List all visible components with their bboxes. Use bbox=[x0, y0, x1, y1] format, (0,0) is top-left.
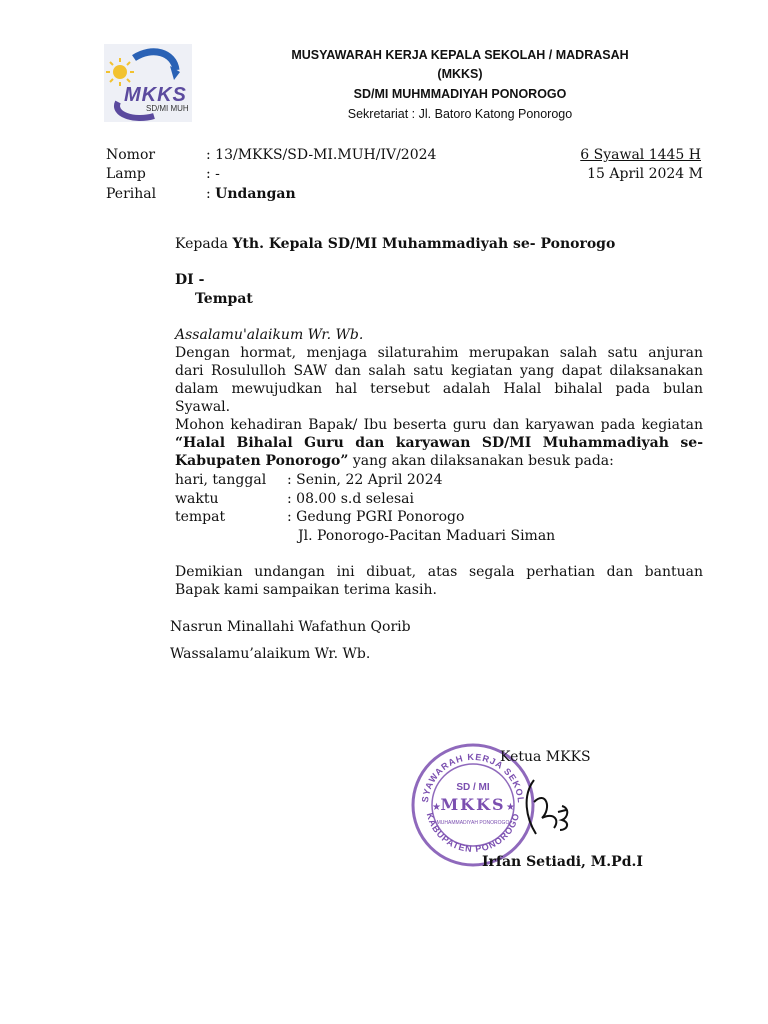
logo-subtext: SD/MI MUH bbox=[146, 104, 189, 113]
perihal-separator: : bbox=[206, 186, 216, 202]
svg-text:MKKS: MKKS bbox=[440, 795, 506, 814]
p1-line1: Dengan hormat, menjaga silaturahim merupakan salah satu anjuran bbox=[175, 345, 703, 361]
detail-value-place: : Gedung PGRI Ponorogo bbox=[287, 509, 465, 525]
svg-text:SD / MI: SD / MI bbox=[456, 782, 490, 793]
perihal-value bbox=[206, 185, 296, 203]
svg-text:★: ★ bbox=[506, 802, 515, 813]
nasrun-text: Nasrun Minallahi Wafathun Qorib bbox=[170, 619, 411, 635]
tempat-label: Tempat bbox=[195, 291, 253, 307]
header-line1: MUSYAWARAH KERJA KEPALA SEKOLAH / MADRASAH bbox=[291, 48, 629, 62]
p2-line3-rest: yang akan dilaksanakan besuk pada: bbox=[348, 453, 614, 469]
lamp-value: : - bbox=[206, 166, 220, 182]
detail-label-date: hari, tanggal bbox=[175, 472, 267, 488]
detail-address: Jl. Ponorogo-Pacitan Maduari Siman bbox=[298, 528, 556, 544]
stamp-top-text: SYAWARAH KERJA SEKOL bbox=[419, 751, 527, 804]
lamp-label: Lamp bbox=[106, 166, 146, 182]
p2-line2: “Halal Bihalal Guru dan karyawan SD/MI Muhammadiyah se- bbox=[175, 435, 703, 451]
signature-role: Ketua MKKS bbox=[500, 749, 591, 765]
nomor-label: Nomor bbox=[106, 147, 156, 163]
stamp-bottom-text: KABUPATEN PONOROGO bbox=[424, 811, 522, 855]
detail-value-date: : Senin, 22 April 2024 bbox=[287, 472, 443, 488]
salam-opening: Assalamu'alaikum Wr. Wb. bbox=[175, 327, 364, 343]
date-masehi: 15 April 2024 M bbox=[587, 166, 703, 182]
p1-line2: dari Rosululloh SAW dan salah satu kegiatan yang dapat dilaksanakan bbox=[175, 363, 703, 379]
p1-last: Syawal. bbox=[175, 399, 231, 415]
date-hijri: 6 Syawal 1445 H bbox=[580, 147, 701, 163]
signature-name: Irfan Setiadi, M.Pd.I bbox=[482, 854, 643, 870]
event-name-end: Kabupaten Ponorogo” bbox=[175, 453, 349, 469]
nomor-value: : 13/MKKS/SD-MI.MUH/IV/2024 bbox=[206, 147, 437, 163]
p2-line3 bbox=[175, 452, 614, 470]
signature-scribble bbox=[512, 772, 582, 842]
perihal-label: Perihal bbox=[106, 186, 157, 202]
detail-value-time: : 08.00 s.d selesai bbox=[287, 491, 414, 507]
perihal-text: Undangan bbox=[215, 186, 296, 202]
header-line3: SD/MI MUHMMADIYAH PONOROGO bbox=[353, 87, 567, 101]
svg-text:MUHAMMADIYAH PONOROGO: MUHAMMADIYAH PONOROGO bbox=[436, 820, 510, 826]
wassalam-text: Wassalamu’alaikum Wr. Wb. bbox=[170, 646, 371, 662]
p2-line1: Mohon kehadiran Bapak/ Ibu beserta guru dan karyawan pada kegiatan bbox=[175, 417, 703, 433]
closing-line1: Demikian undangan ini dibuat, atas segala perhatian dan bantuan bbox=[175, 564, 703, 580]
kepada-label: Kepada bbox=[175, 236, 233, 252]
logo-text: MKKS bbox=[124, 84, 187, 106]
svg-text:★: ★ bbox=[432, 802, 441, 813]
recipient-line bbox=[175, 235, 615, 253]
closing-line2: Bapak kami sampaikan terima kasih. bbox=[175, 582, 437, 598]
recipient-name: Yth. Kepala SD/MI Muhammadiyah se- Ponorogo bbox=[232, 236, 616, 252]
header-line4: Sekretariat : Jl. Batoro Katong Ponorogo bbox=[347, 107, 573, 121]
header-line2: (MKKS) bbox=[437, 67, 483, 81]
di-label: DI - bbox=[175, 272, 205, 288]
detail-label-place: tempat bbox=[175, 509, 226, 525]
mkks-logo bbox=[104, 44, 192, 122]
detail-label-time: waktu bbox=[175, 491, 219, 507]
p1-line3: dalam mewujudkan hal tersebut adalah Halal bihalal pada bulan bbox=[175, 381, 703, 397]
